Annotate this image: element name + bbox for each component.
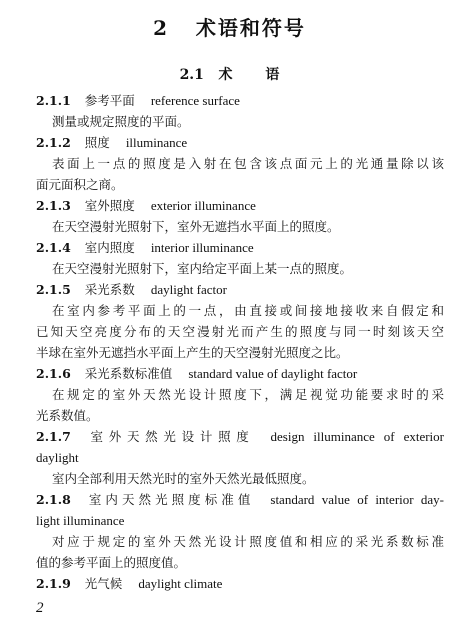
term-en: standard value of interior day-: [270, 492, 444, 507]
term-number: 2.1.1: [36, 93, 71, 108]
term-zh: 照度: [84, 135, 110, 150]
term-zh: 室内照度: [84, 240, 135, 255]
term-en: exterior illuminance: [150, 198, 256, 213]
term-zh: 采光系数标准值: [84, 366, 173, 381]
term-definition-line: 面元面积之商。: [36, 177, 124, 192]
section-title: [0, 64, 459, 84]
term-definition-line: 在室内参考平面上的一点，由直接或间接地接收来自假定和: [52, 303, 444, 318]
term-heading: [36, 198, 256, 214]
term-en: daylight climate: [138, 576, 223, 591]
section-title-part-a: 术: [218, 67, 233, 83]
page-number: 2: [36, 600, 44, 616]
term-en: reference surface: [150, 93, 240, 108]
term-definition-line: 光系数值。: [36, 408, 99, 423]
term-en-continued: light illuminance: [36, 513, 125, 528]
term-number: 2.1.6: [36, 366, 71, 381]
term-en: illuminance: [125, 135, 188, 150]
term-zh: 参考平面: [84, 93, 135, 108]
term-definition-line: 对应于规定的室外天然光设计照度值和相应的采光系数标准: [52, 534, 444, 549]
term-heading: [36, 366, 357, 382]
term-heading: [36, 135, 187, 151]
term-number: 2.1.9: [36, 576, 71, 591]
term-heading: [36, 282, 227, 298]
term-definition-line: 已知天空亮度分布的天空漫射光而产生的照度与同一时刻该天空: [36, 324, 444, 339]
term-zh: 采光系数: [84, 282, 135, 297]
term-number: 2.1.2: [36, 135, 71, 150]
section-title-part-b: 语: [265, 67, 280, 83]
term-en-continued: daylight: [36, 450, 79, 465]
term-heading: [36, 240, 254, 256]
term-zh: 室外照度: [84, 198, 135, 213]
term-zh: 室外天然光设计照度: [84, 429, 255, 444]
term-number: 2.1.8: [36, 492, 71, 507]
term-en: design illuminance of exterior: [270, 429, 444, 444]
section-number: 2.1: [179, 67, 204, 83]
term-number: 2.1.5: [36, 282, 71, 297]
term-zh: 室内天然光照度标准值: [84, 492, 255, 507]
chapter-number: 2: [153, 16, 170, 40]
term-definition-line: 表面上一点的照度是入射在包含该点面元上的光通量除以该: [52, 156, 444, 171]
term-definition-line: 半球在室外无遮挡水平面上产生的天空漫射光照度之比。: [36, 345, 349, 360]
term-en: interior illuminance: [150, 240, 254, 255]
term-zh: 光气候: [84, 576, 123, 591]
term-number: 2.1.3: [36, 198, 71, 213]
term-heading: [36, 576, 222, 592]
term-number: 2.1.7: [36, 429, 71, 444]
term-definition-line: 在规定的室外天然光设计照度下，满足视觉功能要求时的采: [52, 387, 444, 402]
term-definition-line: 在天空漫射光照射下，室内给定平面上某一点的照度。: [52, 261, 353, 276]
term-number: 2.1.4: [36, 240, 71, 255]
term-en: standard value of daylight factor: [188, 366, 358, 381]
term-definition-line: 测量或规定照度的平面。: [52, 114, 190, 129]
term-definition-line: 在天空漫射光照射下，室外无遮挡水平面上的照度。: [52, 219, 340, 234]
term-heading: [36, 93, 240, 109]
chapter-title-text: 术语和符号: [195, 16, 306, 40]
term-heading: [36, 429, 444, 445]
chapter-title: [0, 12, 459, 41]
term-definition-line: 室内全部利用天然光时的室外天然光最低照度。: [52, 471, 315, 486]
term-heading: [36, 492, 444, 508]
term-en: daylight factor: [150, 282, 227, 297]
term-definition-line: 值的参考平面上的照度值。: [36, 555, 187, 570]
